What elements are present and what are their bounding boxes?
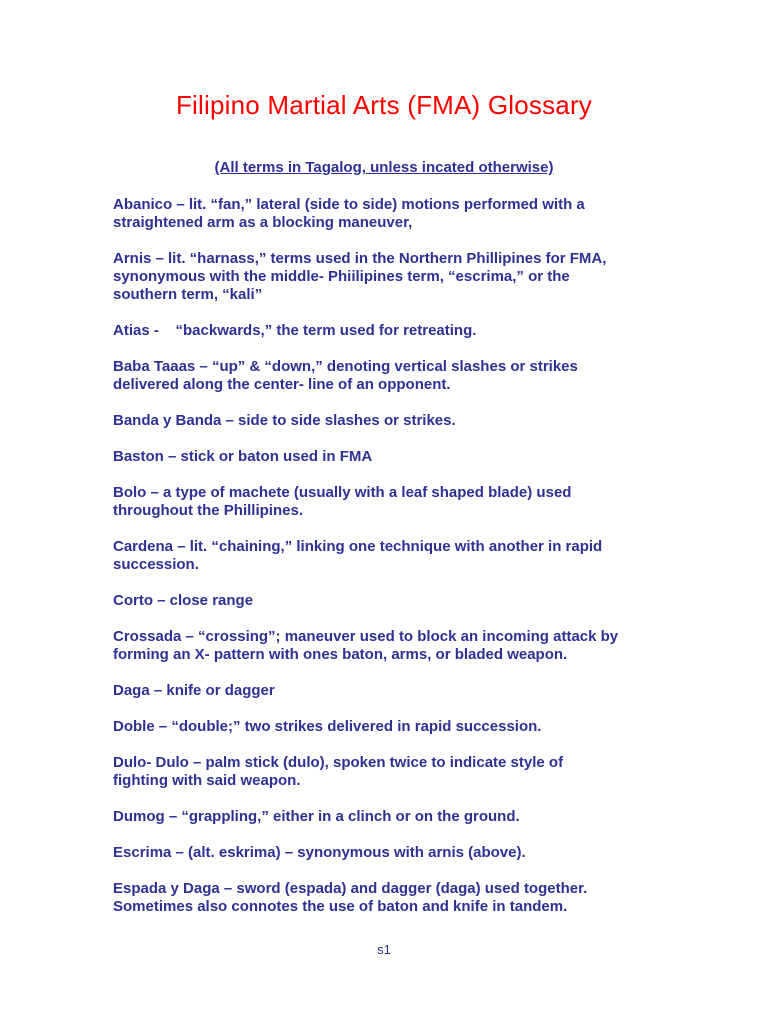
glossary-entry-crossada: Crossada – “crossing”; maneuver used to block an incoming attack by forming an X- pattern with ones baton, arms, or bladed weapon. (113, 628, 619, 663)
page-number: s1 (377, 942, 391, 957)
glossary-entry-daga: Daga – knife or dagger (113, 682, 275, 699)
glossary-entry-doble: Doble – “double;” two strikes delivered in rapid succession. (113, 718, 542, 735)
glossary-entry-dumog: Dumog – “grappling,” either in a clinch or on the ground. (113, 808, 520, 825)
glossary-list (113, 196, 673, 934)
glossary-entry-baston: Baston – stick or baton used in FMA (113, 448, 373, 465)
glossary-entry-atias: Atias - “backwards,” the term used for retreating. (113, 322, 477, 339)
glossary-entry-banda-y-banda: Banda y Banda – side to side slashes or strikes. (113, 412, 456, 429)
page-title: Filipino Martial Arts (FMA) Glossary (175, 90, 593, 120)
glossary-entry-escrima: Escrima – (alt. eskrima) – synonymous with arnis (above). (113, 844, 526, 861)
glossary-entry-espada-y-daga: Espada y Daga – sword (espada) and dagger (daga) used together. Sometimes also connotes the use of baton and knife in tandem. (113, 880, 588, 915)
glossary-entry-abanico: Abanico – lit. “fan,” lateral (side to side) motions performed with a straightened arm as a blocking maneuver, (113, 196, 585, 231)
glossary-entry-arnis: Arnis – lit. “harnass,” terms used in the Northern Phillipines for FMA, synonymous with the middle- Phiilipines term, “escrima,” or the southern term, “kali” (113, 250, 607, 303)
page-subtitle: (All terms in Tagalog, unless incated otherwise) (214, 159, 554, 176)
glossary-entry-bolo: Bolo – a type of machete (usually with a leaf shaped blade) used throughout the Phillipines. (113, 484, 572, 519)
glossary-entry-baba-taaas: Baba Taaas – “up” & “down,” denoting vertical slashes or strikes delivered along the center- line of an opponent. (113, 358, 578, 393)
glossary-entry-dulo-dulo: Dulo- Dulo – palm stick (dulo), spoken twice to indicate style of fighting with said weapon. (113, 754, 564, 789)
glossary-entry-corto: Corto – close range (113, 592, 254, 609)
glossary-entry-cardena: Cardena – lit. “chaining,” linking one technique with another in rapid succession. (113, 538, 603, 573)
